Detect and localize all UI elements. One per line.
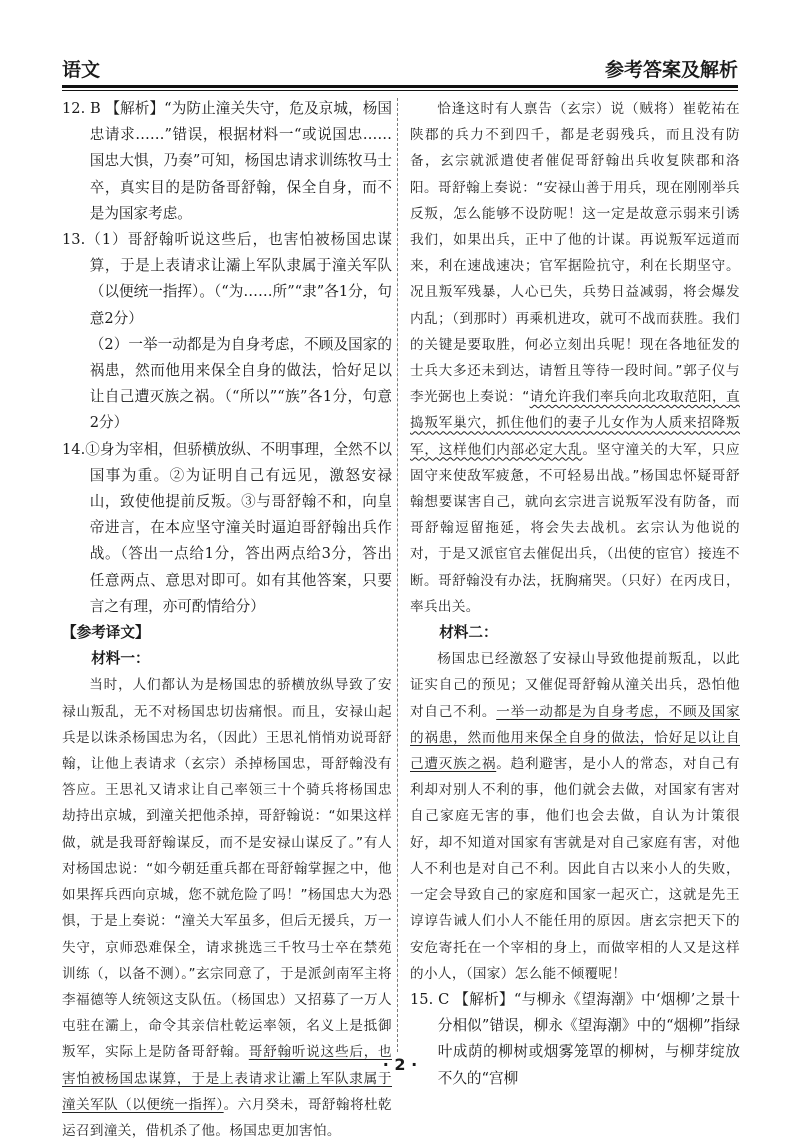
page-number: · 2 ·: [382, 1055, 418, 1074]
header-rule-thin: [62, 90, 738, 91]
answer-q15: 15. C 【解析】“与柳永《望海潮》中‘烟柳’之景十分相似”错误，柳永《望海潮》中的“烟柳”指绿叶成荫的柳树或烟雾笼罩的柳树，与柳芽绽放不久的“宫柳: [410, 990, 740, 1087]
answer-q13-1: 13.（1）哥舒翰听说这些后，也害怕被杨国忠谋算，于是上表请求让灞上军队隶属于潼关军队（以便统一指挥）。（“为……所”“隶”各1分，句意2分）: [62, 231, 392, 327]
material-2-text-a: 杨国忠已经激怒了安禄山导致他提前叛乱，以此证实自己的预见；又催促哥舒翰从潼关出兵，恐怕他对自己不利。: [410, 651, 740, 720]
right-column: [410, 96, 740, 1092]
answer-q13-2: （2）一举一动都是为自身考虑，不顾及国家的祸患，然而他用来保全自身的做法，恰好足以让自己遭灭族之祸。（“所以”“族”各1分，句意2分）: [89, 335, 392, 432]
reference-translation-title: 【参考译文】: [62, 624, 150, 642]
column-divider: [397, 98, 398, 1052]
header-rule-thick: [62, 85, 738, 88]
material-2-title: 材料二：: [439, 624, 498, 642]
material-2-text-b: 。趋利避害，是小人的常态，对自己有利却对别人不利的事，他们就会去做，对国家有害对自己家庭无害的事，他们也会去做，自认为计策很好，却不知道对国家有害就是对自己家庭有害，对他人不利也是对自己不利。因此自古以来小人的失败，一定会导致自己的家庭和国家一起灭亡，这就是先王谆谆告诫人们小人不能任用的原因。唐玄宗把天下的安危寄托在一个宰相的身上，而做宰相的人又是这样的小人，（国家）怎么能不倾覆呢！: [410, 756, 740, 982]
material-1-underlined: 哥舒翰听说这些后，也害怕被杨国忠谋算，于是上表请求让灞上军队隶属于潼关军队（以便统一指挥）: [62, 1044, 392, 1113]
section-title: 参考答案及解析: [604, 59, 738, 81]
material-2-translation: [410, 646, 740, 987]
material-1-title: 材料一：: [91, 650, 150, 668]
material-1-translation-continued: [410, 96, 740, 620]
material-1-text-c: 恰逢这时有人禀告（玄宗）说（贼将）崔乾祐在陕郡的兵力不到四千，都是老弱残兵，而且没有防备，玄宗就派遣使者催促哥舒翰出兵收复陕郡和洛阳。哥舒翰上奏说：“安禄山善于用兵，现在刚刚举兵反叛，怎么能够不设防呢！这一定是故意示弱来引诱我们，如果出兵，正中了他的计谋。再说叛军远道而来，利在速战速决；官军据险抗守，利在长期坚守。况且叛军残暴，人心已失，兵势日益减弱，将会爆发内乱；（到那时）再乘机进攻，就可不战而获胜。我们的关键是要取胜，何必立刻出兵呢！现在各地征发的士兵大多还未到达，请暂且等待一段时间。”郭子仪与李光弼也上奏说：“: [410, 101, 740, 406]
answer-q12: 12. B 【解析】“为防止潼关失守，危及京城，杨国忠请求……”错误，根据材料一“或说国忠……国忠大惧，乃奏”可知，杨国忠请求训练牧马士卒，真实目的是防备哥舒翰，保全自身，而不是为国家考虑。: [62, 100, 392, 222]
answer-q14: 14.①身为宰相，但骄横放纵、不明事理，全然不以国事为重。②为证明自己有远见，激怒安禄山，致使他提前反叛。③与哥舒翰不和，向皇帝进言，在本应坚守潼关时逼迫哥舒翰出兵作战。（答出一点给1分，答出两点给3分，答出任意两点、意思对即可。如有其他答案，只要言之有理，亦可酌情给分）: [62, 440, 392, 615]
page-header: [62, 52, 738, 82]
material-1-text-d: 。坚守潼关的大军，只应固守来使敌军疲惫，不可轻易出战。”杨国忠怀疑哥舒翰想要谋害自己，就向玄宗进言说叛军没有防备，而哥舒翰逗留拖延，将会失去战机。玄宗认为他说的对，于是又派宦官去催促出兵，（出使的宦官）接连不断。哥舒翰没有办法，抚胸痛哭。（只好）在丙戌日，率兵出关。: [410, 441, 740, 615]
material-1-text-b: 。六月癸未，哥舒翰将杜乾运召到潼关，借机杀了他。杨国忠更加害怕。: [62, 1096, 393, 1139]
material-2-underlined: 一举一动都是为自身考虑，不顾及国家的祸患，然而他用来保全自身的做法，恰好足以让自己遭灭族之祸: [410, 703, 740, 773]
subject-title: 语文: [62, 59, 101, 81]
left-column: [62, 96, 392, 1144]
material-1-text-a: 当时，人们都认为是杨国忠的骄横放纵导致了安禄山叛乱，无不对杨国忠切齿痛恨。而且，安禄山起兵是以诛杀杨国忠为名，（因此）王思礼悄悄劝说哥舒翰，让他上表请求（玄宗）杀掉杨国忠，哥舒翰没有答应。王思礼又请求让自己率领三十个骑兵将杨国忠劫持出京城，到潼关把他杀掉，哥舒翰说：“如果这样做，就是我哥舒翰谋反，而不是安禄山谋反了。”有人对杨国忠说：“如今朝廷重兵都在哥舒翰掌握之中，他如果挥兵西向京城，您不就危险了吗！”杨国忠大为恐惧，于是上奏说：“潼关大军虽多，但后无援兵，万一失守，京师恐难保全，请求挑选三千牧马士卒在禁苑训练（，以备不测）。”玄宗同意了，于是派剑南军主将李福德等人统领这支队伍。（杨国忠）又招募了一万人屯驻在灞上，命令其亲信杜乾运率领，名义上是抵御叛军，实际上是防备哥舒翰。: [62, 677, 392, 1061]
material-1-wavy-underlined: 请允许我们率兵向北攻取范阳，直捣叛军巢穴，抓住他们的妻子儿女作为人质来招降叛军，这样他们内部必定大乱: [410, 389, 740, 458]
